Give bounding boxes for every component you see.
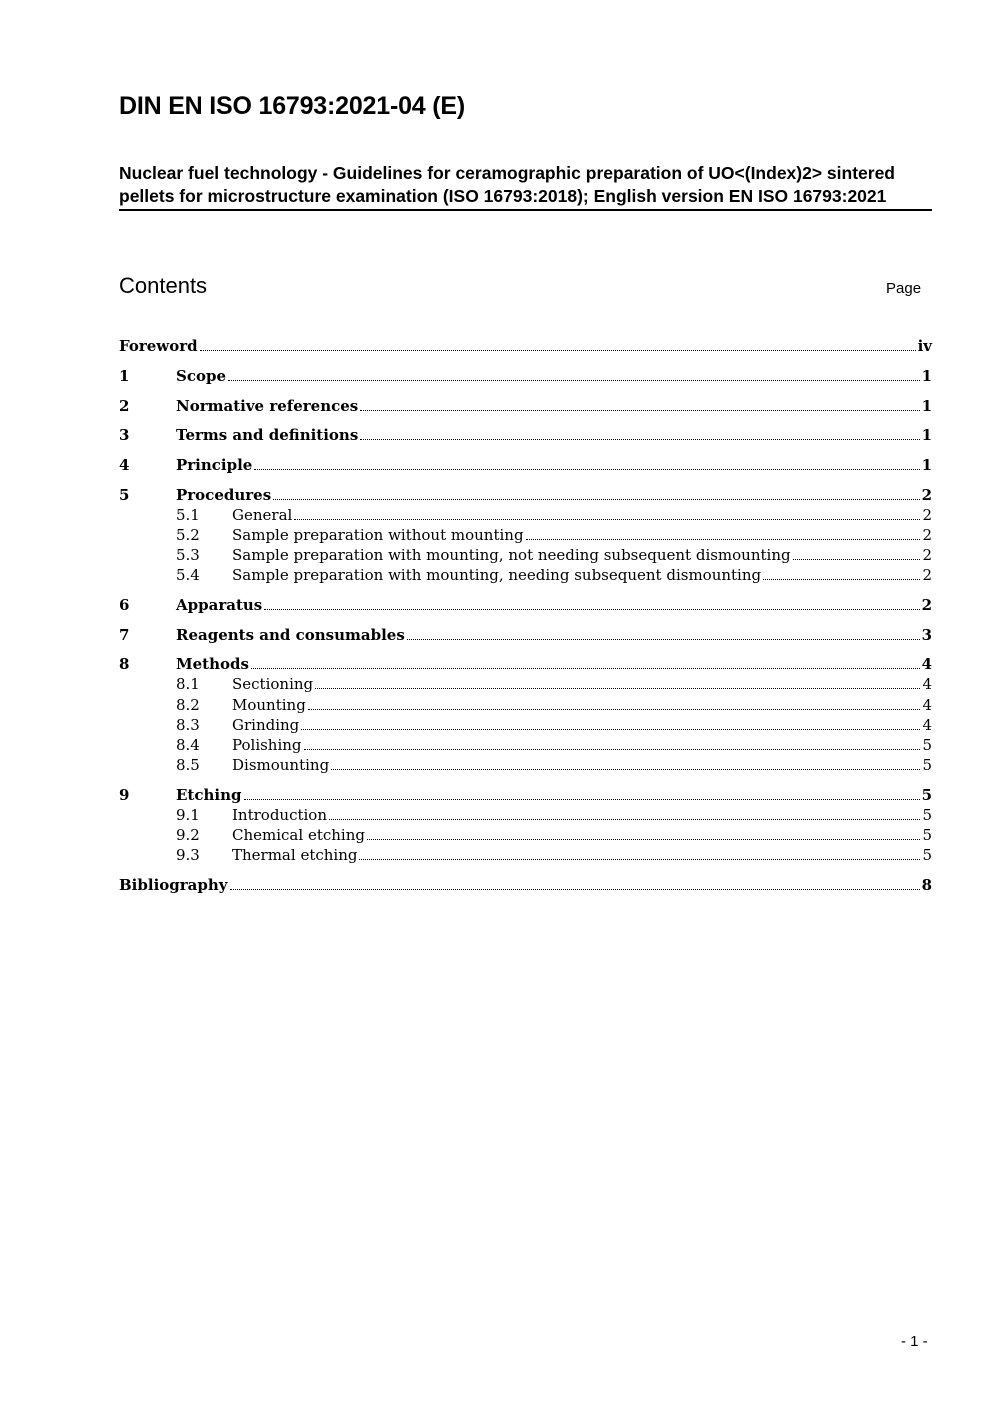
toc-entry-title: Etching bbox=[176, 786, 242, 804]
toc-entry[interactable] bbox=[119, 825, 932, 845]
toc-dot-leader bbox=[329, 818, 920, 820]
toc-dot-leader bbox=[407, 638, 920, 640]
toc-entry-title: Grinding bbox=[232, 716, 300, 734]
toc-entry-number: 8 bbox=[119, 655, 130, 673]
toc-entry[interactable] bbox=[119, 366, 932, 386]
document-subtitle: Nuclear fuel technology - Guidelines for ceramographic preparation of UO<(Index)2> sintered pellets for microstructure examination (ISO 16793:2018); English version EN ISO 16793:2021 bbox=[119, 162, 932, 211]
toc-entry[interactable] bbox=[119, 545, 932, 565]
toc-entry-number: 9.2 bbox=[176, 826, 200, 844]
toc-entry[interactable] bbox=[119, 396, 932, 416]
toc-dot-leader bbox=[308, 708, 921, 710]
toc-entry-page: 8 bbox=[921, 876, 932, 894]
toc-entry[interactable] bbox=[119, 845, 932, 865]
toc-entry-title: Dismounting bbox=[232, 756, 330, 774]
toc-entry-title: Scope bbox=[176, 367, 227, 385]
toc-dot-leader bbox=[331, 768, 920, 770]
toc-entry-title: Bibliography bbox=[119, 876, 228, 894]
toc-entry-page: 4 bbox=[921, 655, 932, 673]
toc-entry-page: 4 bbox=[922, 716, 932, 734]
toc-entry-number: 8.1 bbox=[176, 675, 200, 693]
toc-entry-number: 2 bbox=[119, 397, 130, 415]
toc-dot-leader bbox=[294, 518, 920, 520]
toc-dot-leader bbox=[251, 667, 920, 669]
toc-dot-leader bbox=[228, 379, 920, 381]
toc-entry-number: 5.3 bbox=[176, 546, 200, 564]
toc-entry[interactable] bbox=[119, 505, 932, 525]
toc-entry-page: 2 bbox=[922, 526, 932, 544]
toc-entry-page: 5 bbox=[922, 806, 932, 824]
toc-dot-leader bbox=[200, 349, 916, 351]
toc-entry-page: 2 bbox=[922, 546, 932, 564]
toc-entry-title: Chemical etching bbox=[232, 826, 365, 844]
toc-dot-leader bbox=[367, 838, 920, 840]
toc-entry-number: 9 bbox=[119, 786, 130, 804]
toc-entry[interactable] bbox=[119, 695, 932, 715]
toc-entry-number: 8.5 bbox=[176, 756, 200, 774]
toc-entry-number: 4 bbox=[119, 456, 130, 474]
toc-entry-title: Introduction bbox=[232, 806, 327, 824]
toc-entry[interactable] bbox=[119, 565, 932, 585]
toc-dot-leader bbox=[304, 748, 921, 750]
toc-entry-page: 2 bbox=[922, 566, 932, 584]
toc-dot-leader bbox=[264, 608, 919, 610]
toc-entry-title: Polishing bbox=[232, 736, 302, 754]
toc-entry-number: 9.1 bbox=[176, 806, 200, 824]
toc-entry-page: 5 bbox=[922, 736, 932, 754]
toc-entry-title: Methods bbox=[176, 655, 249, 673]
toc-entry-page: 1 bbox=[921, 456, 932, 474]
toc-entry[interactable] bbox=[119, 654, 932, 674]
toc-entry-page: 4 bbox=[922, 675, 932, 693]
toc-entry[interactable] bbox=[119, 805, 932, 825]
toc-entry-title: Reagents and consumables bbox=[176, 626, 405, 644]
toc-entry-page: 2 bbox=[921, 596, 932, 614]
toc-entry-page: 5 bbox=[922, 846, 932, 864]
toc-entry-number: 8.3 bbox=[176, 716, 200, 734]
toc-dot-leader bbox=[301, 728, 920, 730]
toc-entry-title: Sample preparation with mounting, needing subsequent dismounting bbox=[232, 566, 762, 584]
toc-entry-page: 5 bbox=[922, 756, 932, 774]
toc-entry-title: Thermal etching bbox=[232, 846, 358, 864]
toc-entry-title: Sample preparation with mounting, not needing subsequent dismounting bbox=[232, 546, 791, 564]
toc-entry-number: 7 bbox=[119, 626, 130, 644]
toc-entry[interactable] bbox=[119, 674, 932, 694]
toc-dot-leader bbox=[273, 498, 919, 500]
toc-entry-number: 5 bbox=[119, 486, 130, 504]
toc-dot-leader bbox=[359, 858, 920, 860]
toc-entry-page: 2 bbox=[921, 486, 932, 504]
toc-entry-number: 5.1 bbox=[176, 506, 200, 524]
toc-entry-number: 8.4 bbox=[176, 736, 200, 754]
toc-entry-page: 1 bbox=[921, 367, 932, 385]
toc-entry-title: Sectioning bbox=[232, 675, 314, 693]
toc-entry[interactable] bbox=[119, 455, 932, 475]
contents-heading: Contents bbox=[119, 273, 208, 298]
toc-entry[interactable] bbox=[119, 525, 932, 545]
toc-entry-page: 5 bbox=[921, 786, 932, 804]
toc-entry-number: 9.3 bbox=[176, 846, 200, 864]
toc-entry[interactable] bbox=[119, 785, 932, 805]
toc-dot-leader bbox=[230, 888, 920, 890]
toc-dot-leader bbox=[244, 798, 920, 800]
toc-entry[interactable] bbox=[119, 485, 932, 505]
toc-entry-page: 3 bbox=[921, 626, 932, 644]
toc-entry-title: Procedures bbox=[176, 486, 272, 504]
toc-entry-number: 5.4 bbox=[176, 566, 200, 584]
toc-entry[interactable] bbox=[119, 625, 932, 645]
toc-entry[interactable] bbox=[119, 755, 932, 775]
toc-entry[interactable] bbox=[119, 735, 932, 755]
toc-entry-page: 5 bbox=[922, 826, 932, 844]
toc-dot-leader bbox=[254, 468, 919, 470]
toc-dot-leader bbox=[763, 578, 920, 580]
toc-entry-page: 4 bbox=[922, 696, 932, 714]
toc-entry-title: Principle bbox=[176, 456, 253, 474]
toc-entry-title: Terms and definitions bbox=[176, 426, 359, 444]
toc-entry-title: Sample preparation without mounting bbox=[232, 526, 524, 544]
toc-entry-number: 8.2 bbox=[176, 696, 200, 714]
toc-entry-page: 2 bbox=[922, 506, 932, 524]
toc-dot-leader bbox=[793, 558, 921, 560]
toc-entry[interactable] bbox=[119, 336, 932, 356]
toc-dot-leader bbox=[360, 409, 919, 411]
toc-entry-title: Normative references bbox=[176, 397, 359, 415]
toc-dot-leader bbox=[526, 538, 921, 540]
toc-entry-number: 1 bbox=[119, 367, 130, 385]
toc-entry-number: 3 bbox=[119, 426, 130, 444]
toc-entry-page: iv bbox=[917, 337, 932, 355]
toc-dot-leader bbox=[360, 438, 919, 440]
toc-entry-page: 1 bbox=[921, 426, 932, 444]
toc-entry-number: 6 bbox=[119, 596, 130, 614]
toc-entry-title: General bbox=[232, 506, 293, 524]
toc-entry[interactable] bbox=[119, 715, 932, 735]
toc-entry-title: Apparatus bbox=[176, 596, 263, 614]
toc-entry-number: 5.2 bbox=[176, 526, 200, 544]
footer-page-number: - 1 - bbox=[901, 1333, 928, 1350]
toc-entry-title: Mounting bbox=[232, 696, 306, 714]
toc-entry-title: Foreword bbox=[119, 337, 198, 355]
toc-entry[interactable] bbox=[119, 425, 932, 445]
toc-entry[interactable] bbox=[119, 875, 932, 895]
document-title: DIN EN ISO 16793:2021-04 (E) bbox=[119, 92, 465, 120]
toc-dot-leader bbox=[315, 687, 920, 689]
page-column-label: Page bbox=[886, 280, 922, 297]
toc-entry[interactable] bbox=[119, 595, 932, 615]
toc-entry-page: 1 bbox=[921, 397, 932, 415]
